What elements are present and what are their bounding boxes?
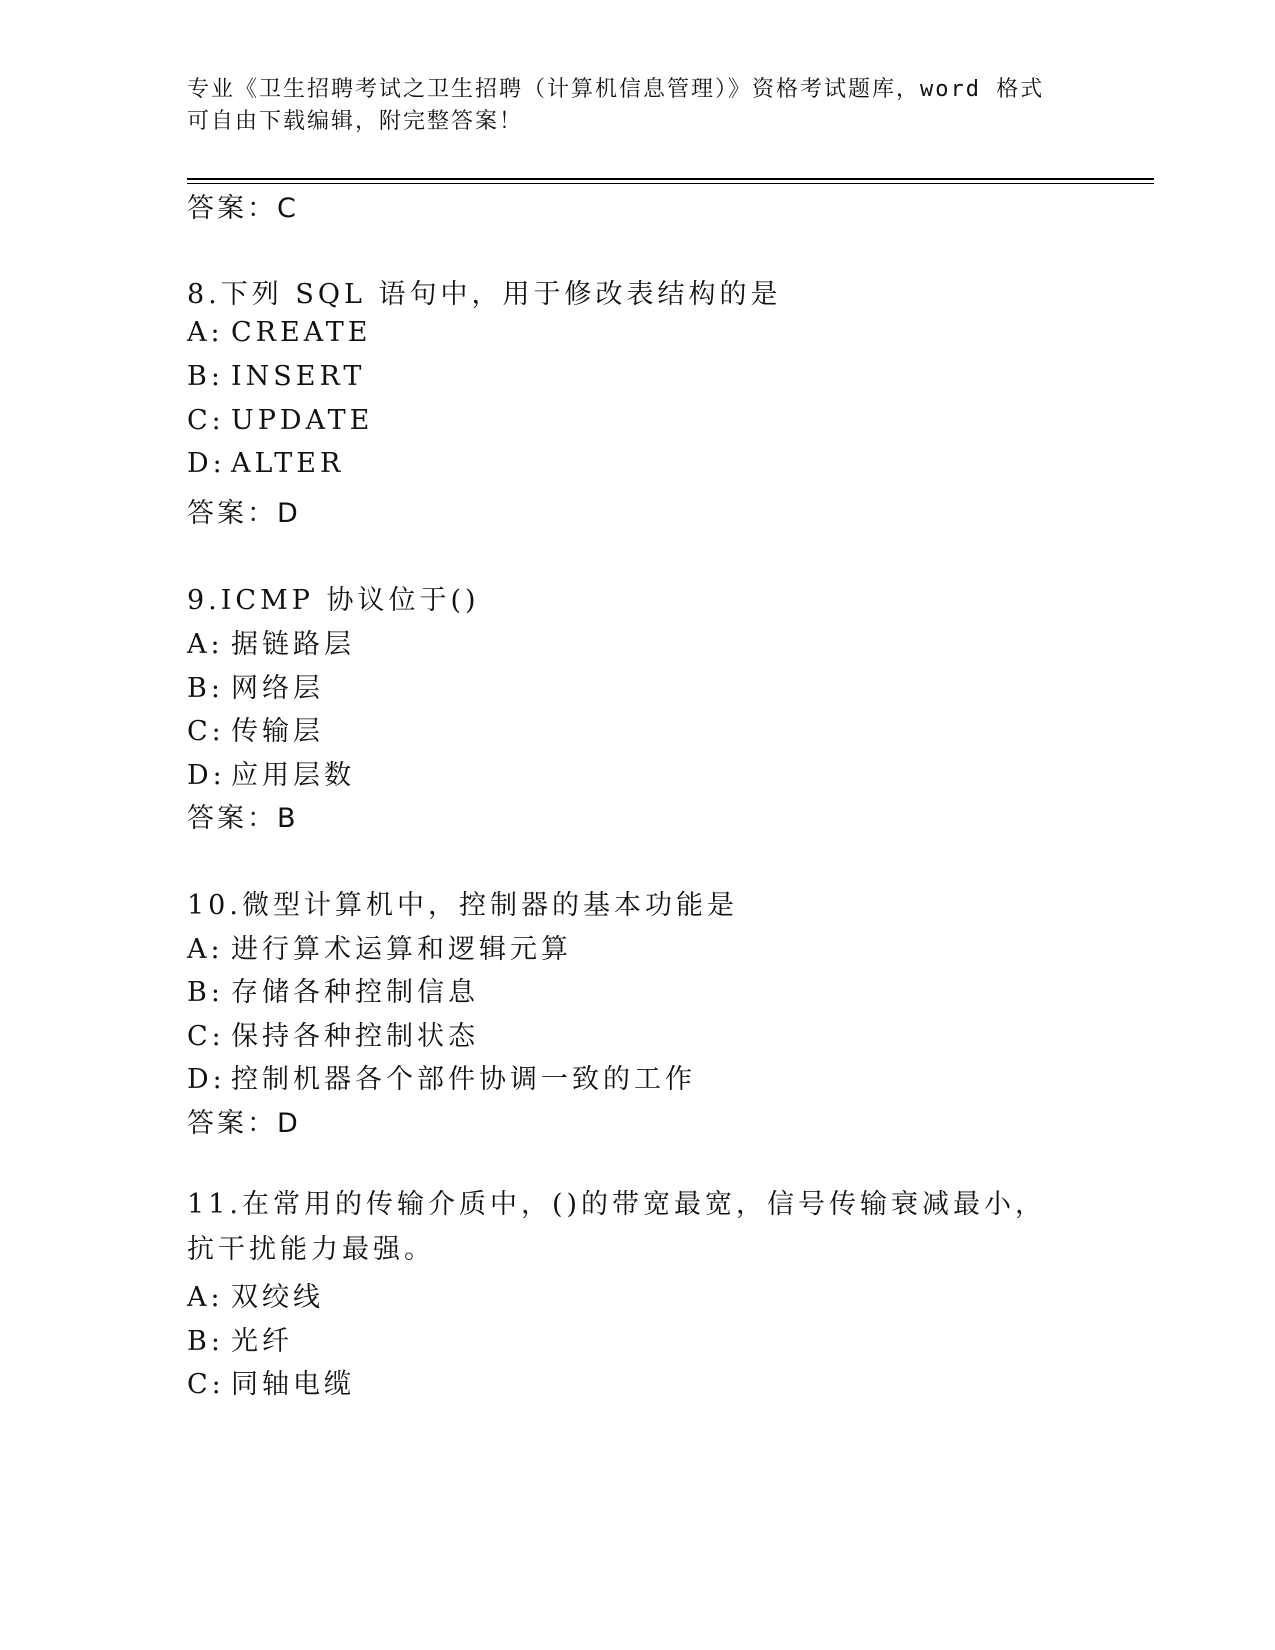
document-header [187,74,1067,138]
question-9-option-b [187,666,324,705]
option-letter: D: [187,1064,226,1095]
option-letter: C: [187,716,225,747]
question-9-option-c [187,709,324,748]
question-10-option-b [187,970,479,1009]
option-text: 网络层 [231,673,324,704]
question-10-option-c [187,1014,479,1053]
option-letter: D: [187,760,226,791]
option-letter: D: [187,448,226,479]
option-text: 光纤 [231,1326,293,1357]
question-8-option-b [187,361,365,392]
option-text: 保持各种控制状态 [231,1021,479,1052]
option-text: CREATE [231,317,372,348]
option-letter: A: [187,317,224,348]
previous-answer: 答案：C [187,193,299,224]
option-letter: A: [187,629,224,660]
header-line-1: 专业《卫生招聘考试之卫生招聘（计算机信息管理）》资格考试题库，word 格式 [187,77,1045,102]
question-9-stem: 9.ICMP 协议位于() [187,585,480,616]
option-text: 存储各种控制信息 [231,977,479,1008]
question-11-option-b [187,1319,293,1358]
question-9-option-d [187,753,355,792]
question-8-answer: 答案：D [187,498,301,529]
option-letter: B: [187,361,224,392]
option-letter: B: [187,977,224,1008]
question-10-option-d [187,1057,696,1096]
question-8-option-c [187,405,373,436]
option-text: 进行算术运算和逻辑元算 [231,934,572,965]
option-letter: C: [187,1021,225,1052]
option-text: 同轴电缆 [231,1369,355,1400]
question-11-option-a [187,1275,324,1314]
question-9-option-a [187,622,355,661]
option-text: 应用层数 [231,760,355,791]
header-divider-thin [187,183,1154,184]
question-10-option-a [187,927,572,966]
option-letter: A: [187,934,224,965]
option-text: 据链路层 [231,629,355,660]
option-letter: C: [187,405,225,436]
question-11-option-c [187,1362,355,1401]
option-letter: A: [187,1282,224,1313]
question-11-stem: 11.在常用的传输介质中，()的带宽最宽，信号传输衰减最小，抗干扰能力最强。 [187,1189,1047,1265]
option-text: INSERT [231,361,366,392]
question-8-option-a [187,317,371,348]
option-text: 传输层 [231,716,324,747]
option-text: UPDATE [231,405,374,436]
question-8-stem: 8.下列 SQL 语句中，用于修改表结构的是 [187,279,782,310]
question-9-answer: 答案：B [187,803,299,834]
option-text: ALTER [231,448,345,479]
option-letter: B: [187,673,224,704]
question-8-option-d [187,448,344,479]
option-letter: C: [187,1369,225,1400]
option-letter: B: [187,1326,224,1357]
option-text: 控制机器各个部件协调一致的工作 [231,1064,696,1095]
question-10-stem: 10.微型计算机中，控制器的基本功能是 [187,890,738,921]
option-text: 双绞线 [231,1282,324,1313]
header-divider-thick [187,178,1154,180]
question-10-answer: 答案：D [187,1108,301,1139]
header-line-2: 可自由下载编辑，附完整答案！ [187,109,524,134]
